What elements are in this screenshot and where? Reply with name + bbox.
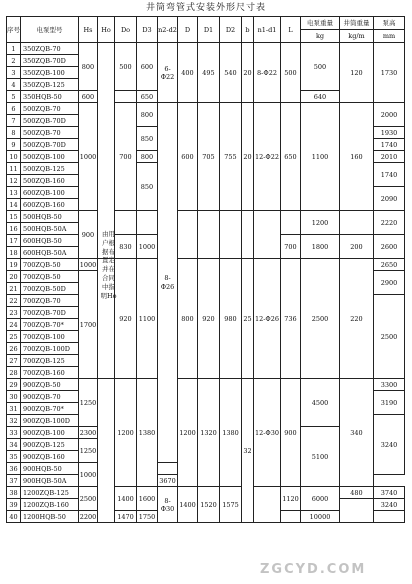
pump-weight-cell: 4500	[301, 379, 340, 427]
d3-cell: 600	[137, 43, 158, 91]
unit-mm: mm	[374, 30, 405, 43]
d2-cell	[220, 211, 242, 259]
pump-weight-cell: 640	[301, 91, 340, 103]
row-number: 38	[7, 487, 21, 499]
model-cell: 900ZQB-100D	[21, 415, 79, 427]
pump-height-cell: 3740	[374, 487, 405, 499]
model-cell: 900HQB-50A	[21, 475, 79, 487]
b-cell: 20	[242, 103, 254, 211]
table-row	[7, 103, 405, 115]
d1-cell	[198, 211, 220, 259]
pump-height-cell: 1740	[374, 163, 405, 187]
d3-cell: 1600	[137, 487, 158, 511]
pump-weight-cell: 6000	[301, 487, 340, 511]
hs-cell: 800	[79, 43, 98, 91]
dimension-table	[6, 16, 405, 523]
model-cell: 500ZQB-100	[21, 151, 79, 163]
model-cell: 600ZQB-100	[21, 187, 79, 199]
d2-cell: 540	[220, 43, 242, 103]
table-row	[7, 43, 405, 55]
do-cell	[115, 211, 137, 235]
n1d1-cell: 8-Φ22	[254, 43, 281, 103]
row-number: 25	[7, 331, 21, 343]
col-pump-weight: 电泵重量	[301, 17, 340, 30]
l-cell: 700	[281, 235, 301, 259]
n1d1-cell	[254, 487, 281, 523]
hs-cell: 1250	[79, 439, 98, 463]
col-ho: Ho	[98, 17, 115, 43]
d3-cell: 850	[137, 163, 158, 211]
hs-cell: 1700	[79, 271, 98, 379]
table-row	[7, 259, 405, 271]
model-cell: 700ZQB-100	[21, 331, 79, 343]
model-cell: 500HQB-50	[21, 211, 79, 223]
col-l: L	[281, 17, 301, 43]
pump-height-cell: 3190	[374, 391, 405, 415]
n1d1-cell: 12-Φ22	[254, 103, 281, 211]
pump-weight-cell: 500	[301, 43, 340, 91]
d2-cell: 755	[220, 103, 242, 211]
row-number: 14	[7, 199, 21, 211]
model-cell: 900ZQB-125	[21, 439, 79, 451]
model-cell: 500ZQB-70	[21, 103, 79, 115]
model-cell: 900HQB-50	[21, 463, 79, 475]
unit-kgm: kg/m	[340, 30, 374, 43]
row-number: 27	[7, 355, 21, 367]
shaft-weight-cell: 480	[340, 487, 374, 499]
pump-height-cell: 1930	[374, 127, 405, 139]
model-cell: 700ZQB-125	[21, 355, 79, 367]
row-number: 33	[7, 427, 21, 439]
col-d: D	[178, 17, 198, 43]
l-cell: 650	[281, 103, 301, 211]
hs-cell: 2500	[79, 487, 98, 511]
shaft-weight-cell: 120	[340, 43, 374, 103]
pump-height-cell: 2090	[374, 187, 405, 211]
d3-cell: 650	[137, 91, 158, 103]
d-cell: 1200	[178, 379, 198, 487]
pump-height-cell: 1740	[374, 139, 405, 151]
model-cell: 700ZQB-70*	[21, 319, 79, 331]
row-number: 13	[7, 187, 21, 199]
pump-weight-cell: 1800	[301, 235, 340, 259]
row-number: 3	[7, 67, 21, 79]
pump-weight-cell: 1100	[301, 103, 340, 211]
model-cell: 350ZQB-70	[21, 43, 79, 55]
row-number: 16	[7, 223, 21, 235]
row-number: 17	[7, 235, 21, 247]
col-no: 序号	[7, 17, 21, 43]
row-number: 37	[7, 475, 21, 487]
d3-cell: 1000	[137, 235, 158, 259]
row-number: 12	[7, 175, 21, 187]
n2d2-cell: 8-Φ30	[158, 487, 178, 523]
do-cell: 700	[115, 103, 137, 211]
row-number: 8	[7, 127, 21, 139]
model-cell: 700ZQB-70	[21, 295, 79, 307]
row-number: 15	[7, 211, 21, 223]
row-number: 39	[7, 499, 21, 511]
b-cell	[242, 211, 254, 259]
l-cell: 1120	[281, 487, 301, 511]
model-cell: 900ZQB-160	[21, 451, 79, 463]
shaft-weight-cell: 220	[340, 259, 374, 379]
row-number: 28	[7, 367, 21, 379]
ho-cell	[98, 379, 115, 523]
pump-height-cell: 3240	[374, 499, 405, 511]
model-cell: 700ZQB-100D	[21, 343, 79, 355]
table-row	[7, 487, 405, 499]
l-cell: 736	[281, 259, 301, 379]
pump-height-cell: 2010	[374, 151, 405, 163]
row-number: 19	[7, 259, 21, 271]
row-number: 20	[7, 271, 21, 283]
row-number: 24	[7, 319, 21, 331]
row-number: 22	[7, 295, 21, 307]
row-number: 23	[7, 307, 21, 319]
row-number: 6	[7, 103, 21, 115]
n1d1-cell: 12-Φ26	[254, 259, 281, 379]
pump-weight-cell: 10000	[301, 511, 340, 523]
model-cell: 700ZQB-70D	[21, 307, 79, 319]
pump-height-cell: 3670	[159, 476, 176, 485]
d1-cell: 920	[198, 259, 220, 379]
pump-height-cell: 2600	[374, 235, 405, 259]
shaft-weight-cell: 160	[340, 103, 374, 211]
pump-weight-cell: 2500	[301, 259, 340, 379]
pump-weight-cell: 1200	[301, 211, 340, 235]
ho-cell	[98, 43, 115, 259]
row-number: 9	[7, 139, 21, 151]
hs-cell: 1250	[79, 379, 98, 427]
do-cell: 500	[115, 43, 137, 91]
shaft-weight-cell	[340, 211, 374, 235]
model-cell: 500ZQB-70	[21, 127, 79, 139]
d3-cell	[137, 211, 158, 235]
d1-cell: 1320	[198, 379, 220, 487]
model-cell: 500ZQB-70D	[21, 139, 79, 151]
d3-cell: 800	[137, 103, 158, 127]
pump-height-cell: 3300	[374, 379, 405, 391]
shaft-weight-cell	[340, 499, 374, 523]
table-title: 井筒弯管式安装外形尺寸表	[145, 3, 266, 13]
row-number: 32	[7, 415, 21, 427]
d3-cell: 1100	[137, 259, 158, 379]
hs-cell: 1000	[79, 260, 97, 269]
d-cell: 1400	[178, 487, 198, 523]
col-do: Do	[115, 17, 137, 43]
hs-cell: 1000	[79, 103, 98, 211]
model-cell: 900ZQB-70	[21, 391, 79, 403]
unit-kg: kg	[301, 30, 340, 43]
d1-cell: 495	[198, 43, 220, 103]
model-cell: 1200ZQB-125	[21, 487, 79, 499]
row-number: 1	[7, 43, 21, 55]
pump-height-cell: 2220	[374, 211, 405, 235]
col-b: b	[242, 17, 254, 43]
pump-height-cell	[374, 511, 405, 523]
model-cell: 700ZQB-50	[21, 259, 79, 271]
col-d2: D2	[220, 17, 242, 43]
do-cell: 1400	[115, 487, 137, 511]
col-d3: D3	[137, 17, 158, 43]
b-cell: 20	[242, 43, 254, 103]
do-cell: 1200	[115, 379, 137, 487]
pump-height-cell: 2650	[374, 259, 405, 271]
pump-height-cell: 3240	[374, 415, 405, 475]
row-number: 4	[7, 79, 21, 91]
pump-weight-cell: 5100	[301, 427, 340, 487]
model-cell: 700ZQB-50D	[21, 283, 79, 295]
hs-cell: 1000	[79, 463, 98, 487]
row-number: 21	[7, 283, 21, 295]
d1-cell: 1520	[198, 487, 220, 523]
d1-cell: 705	[198, 103, 220, 211]
model-cell: 500ZQB-160	[21, 175, 79, 187]
model-cell: 600HQB-50A	[21, 247, 79, 259]
d3-cell: 850	[137, 127, 158, 151]
row-number: 40	[7, 511, 21, 523]
header-row	[7, 17, 405, 30]
row-number: 34	[7, 439, 21, 451]
ho-note: 由用户根据布置定并在合同中指明Ho	[100, 230, 117, 300]
l-cell	[281, 211, 301, 235]
d3-cell: 800	[137, 151, 158, 163]
do-cell	[115, 91, 137, 103]
model-cell: 350HQB-50	[21, 91, 79, 103]
row-number: 26	[7, 343, 21, 355]
model-cell: 500HQB-50A	[21, 223, 79, 235]
d-cell: 600	[178, 103, 198, 211]
row-number: 2	[7, 55, 21, 67]
model-cell: 900ZQB-50	[21, 379, 79, 391]
d2-cell: 1380	[220, 379, 242, 487]
row-number: 18	[7, 247, 21, 259]
shaft-weight-cell: 340	[340, 379, 374, 487]
col-shaft-weight: 井筒重量	[340, 17, 374, 30]
model-cell: 500ZQB-125	[21, 163, 79, 175]
hs-cell: 2200	[79, 512, 97, 521]
shaft-weight-cell: 200	[340, 235, 374, 259]
d-cell	[178, 211, 198, 259]
col-d1: D1	[198, 17, 220, 43]
row-number: 5	[7, 91, 21, 103]
n1d1-cell	[254, 211, 281, 259]
b-cell: 25	[242, 259, 254, 379]
l-cell: 500	[281, 43, 301, 103]
n2d2-cell: 8-Φ26	[158, 103, 178, 463]
model-cell: 500ZQB-70D	[21, 115, 79, 127]
table-row	[7, 379, 405, 391]
model-cell: 600HQB-50	[21, 235, 79, 247]
b-cell: 32	[242, 379, 254, 523]
model-cell: 350ZQB-70D	[21, 55, 79, 67]
row-number: 30	[7, 391, 21, 403]
col-model: 电泵型号	[21, 17, 79, 43]
n1d1-cell: 12-Φ30	[254, 379, 281, 487]
pump-height-cell: 1730	[374, 43, 405, 103]
d3-cell: 1750	[137, 511, 158, 523]
hs-cell: 900	[79, 211, 98, 259]
watermark-logo: ZGCYD.COM	[260, 562, 367, 577]
d3-cell: 1380	[137, 379, 158, 487]
d2-cell: 980	[220, 259, 242, 379]
row-number: 10	[7, 151, 21, 163]
model-cell: 350ZQB-100	[21, 67, 79, 79]
l-cell	[281, 511, 301, 523]
row-number: 11	[7, 163, 21, 175]
d-cell: 800	[178, 259, 198, 379]
pump-height-cell: 2500	[374, 295, 405, 379]
model-cell: 600ZQB-160	[21, 199, 79, 211]
pump-height-cell: 2900	[374, 271, 405, 295]
table-row	[7, 211, 405, 223]
col-hs: Hs	[79, 17, 98, 43]
d-cell: 400	[178, 43, 198, 103]
model-cell: 350ZQB-125	[21, 79, 79, 91]
d2-cell: 1575	[220, 487, 242, 523]
hs-cell: 600	[79, 91, 98, 103]
hs-cell: 2300	[79, 428, 97, 437]
model-cell: 1200HQB-50	[21, 511, 79, 523]
col-n1d1: n1-d1	[254, 17, 281, 43]
do-cell: 920	[115, 259, 137, 379]
model-cell: 1200ZQB-160	[21, 499, 79, 511]
n2d2-cell: 6-Φ22	[158, 43, 178, 103]
do-cell: 830	[115, 235, 137, 259]
col-n2d2: n2-d2	[158, 17, 178, 43]
model-cell: 700ZQB-50	[21, 271, 79, 283]
row-number: 36	[7, 463, 21, 475]
col-pump-height: 泵高	[374, 17, 405, 30]
model-cell: 900ZQB-70*	[21, 403, 79, 415]
row-number: 35	[7, 451, 21, 463]
do-cell: 1470	[115, 511, 137, 523]
model-cell: 700ZQB-160	[21, 367, 79, 379]
row-number: 29	[7, 379, 21, 391]
row-number: 31	[7, 403, 21, 415]
row-number: 7	[7, 115, 21, 127]
pump-height-cell: 2000	[374, 103, 405, 127]
model-cell: 900ZQB-100	[21, 427, 79, 439]
l-cell: 900	[281, 379, 301, 487]
